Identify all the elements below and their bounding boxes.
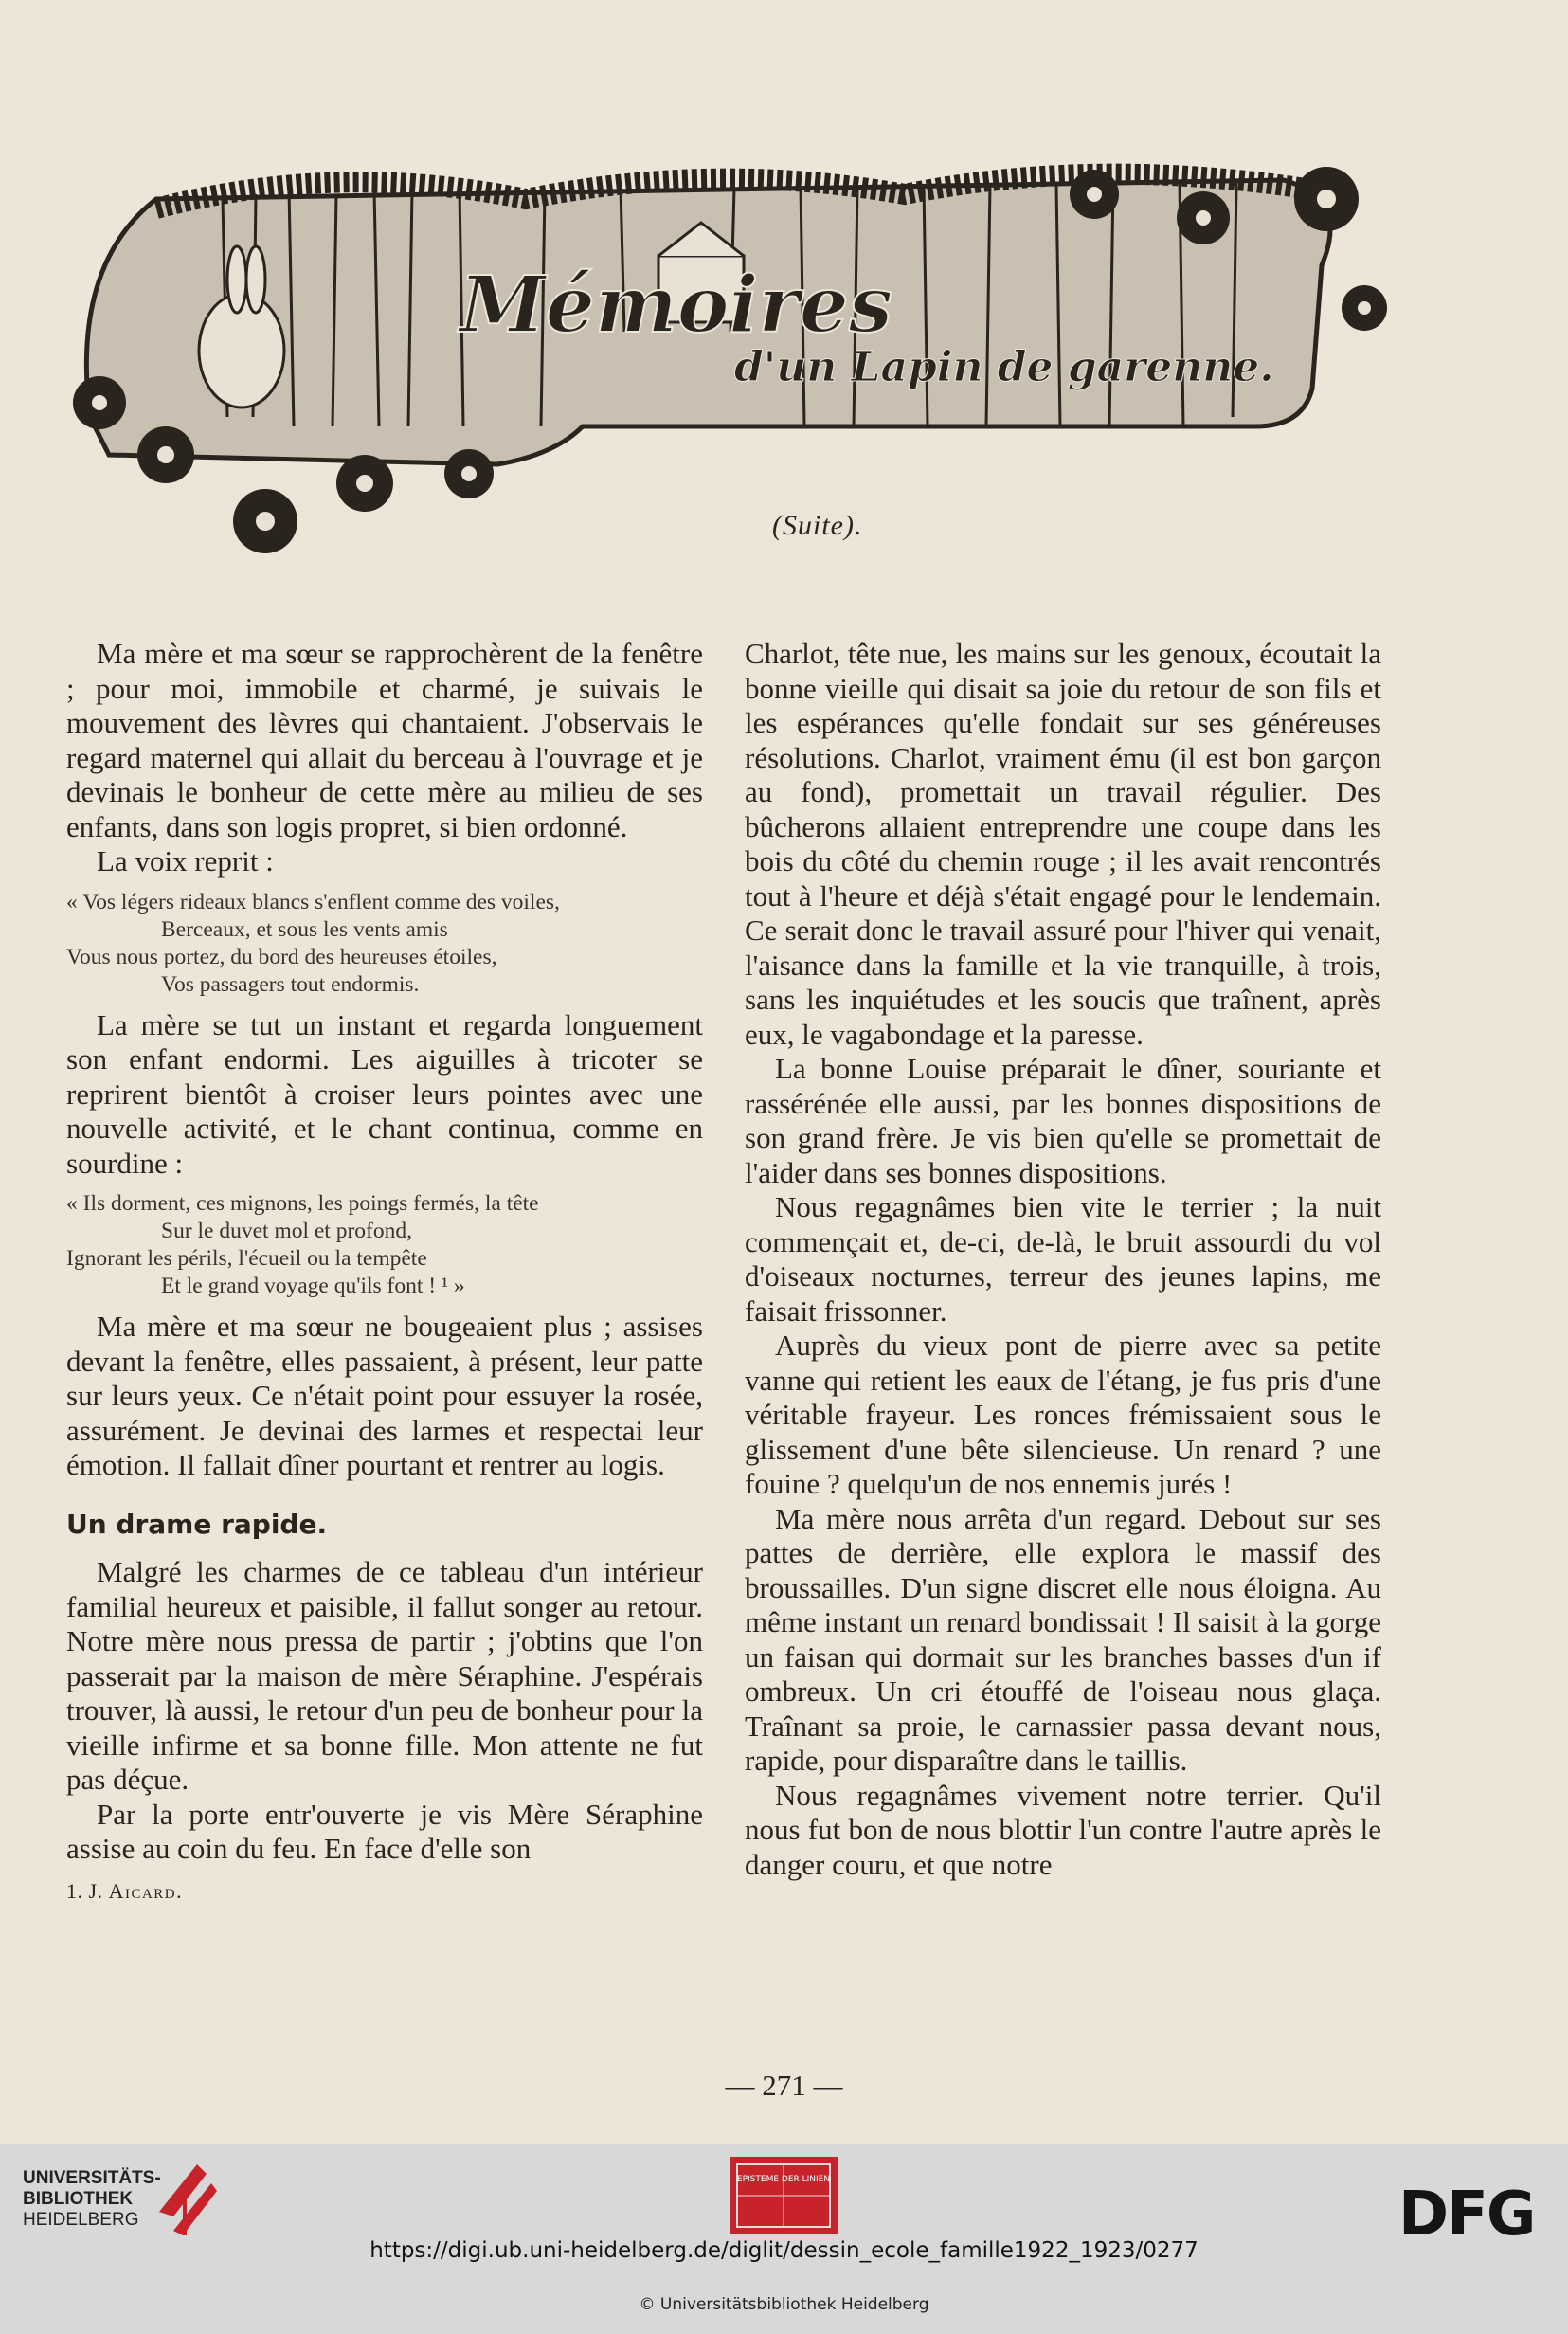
copyright-notice: © Universitätsbibliothek Heidelberg bbox=[639, 2295, 929, 2314]
library-logo[interactable] bbox=[23, 2168, 161, 2231]
paragraph: Charlot, tête nue, les mains sur les genoux, écoutait la bonne vieille qui disait sa joie du retour de son fils et les espérances qu'elle fondait sur ses généreuses résolutions. Charlot, vraiment ému (il est bon garçon au fond), promettait un travail régulier. Des bûcherons allaient entreprendre une coupe dans les bois du côté du chemin rouge ; il les avait rencontrés tout à l'heure et déjà s'était engagé pour le lendemain. Ce serait donc le travail assuré pour l'hiver qui venait, l'aisance dans la famille et la vie tranquille, à trois, sans les inquiétudes et les soucis que traînent, après eux, le vagabondage et la paresse. bbox=[745, 637, 1381, 1051]
poem-line: Sur le duvet mol et profond, bbox=[161, 1219, 412, 1243]
poem-line: Vous nous portez, du bord des heureuses étoiles, bbox=[66, 944, 497, 969]
footnote-number: 1. J. bbox=[66, 1878, 103, 1903]
library-name-line: BIBLIOTHEK bbox=[23, 2189, 134, 2209]
paragraph: La mère se tut un instant et regarda longuement son enfant endormi. Les aiguilles à tricoter se reprirent bientôt à croiser leurs pointes avec une nouvelle activité, et le chant continua, comme en sourdine : bbox=[66, 1007, 703, 1180]
footnote bbox=[66, 1874, 703, 1909]
episteme-logo[interactable] bbox=[730, 2157, 838, 2234]
poem-line: Et le grand voyage qu'ils font ! ¹ » bbox=[161, 1274, 465, 1298]
viewer-footer bbox=[0, 2144, 1568, 2334]
right-column bbox=[745, 637, 1381, 1882]
poem-line: « Ils dorment, ces mignons, les poings fermés, la tête bbox=[66, 1191, 539, 1216]
paragraph: Ma mère et ma sœur se rapprochèrent de la fenêtre ; pour moi, immobile et charmé, je suivais le mouvement des lèvres qui chantaient. J'observais le regard maternel qui allait du berceau à l'ouvrage et je devinais le bonheur de cette mère au milieu de ses enfants, dans son logis propret, si bien ordonné. bbox=[66, 637, 703, 843]
paragraph: La voix reprit : bbox=[97, 844, 274, 878]
paragraph: La bonne Louise préparait le dîner, souriante et rassérénée elle aussi, par les bonnes dispositions de son grand frère. Je vis bien qu'elle se promettait de l'aider dans ses bonnes dispositions. bbox=[745, 1052, 1381, 1189]
poem-line: Ignorant les périls, l'écueil ou la tempête bbox=[66, 1246, 427, 1271]
paragraph: Nous regagnâmes vivement notre terrier. Qu'il nous fut bon de nous blottir l'un contre l'autre après le danger couru, et que notre bbox=[745, 1778, 1381, 1881]
episteme-logo-text: EPISTEME DER LINIEN bbox=[736, 2175, 831, 2184]
paragraph: Malgré les charmes de ce tableau d'un intérieur familial heureux et paisible, il fallut songer au retour. Notre mère nous pressa de partir ; j'obtins que l'on passerait par la maison de mère Séraphine. J'espérais trouver, là aussi, le retour d'un peu de bonheur pour la vieille infirme et sa bonne fille. Mon attente ne fut pas déçue. bbox=[66, 1555, 703, 1796]
poem-line: Vos passagers tout endormis. bbox=[161, 971, 420, 997]
poem-line: « Vos légers rideaux blancs s'enflent comme des voiles, bbox=[66, 889, 560, 914]
library-name-line: UNIVERSITÄTS- bbox=[23, 2168, 161, 2188]
title-memoires: Mémoires bbox=[460, 260, 893, 351]
poem-line: Berceaux, et sous les vents amis bbox=[161, 916, 448, 942]
paragraph: Auprès du vieux pont de pierre avec sa petite vanne qui retient les eaux de l'étang, je fus pris d'une véritable frayeur. Les ronces frémissaient sous le glissement d'une bête silencieuse. Un renard ? une fouine ? quelqu'un de nos ennemis jurés ! bbox=[745, 1329, 1381, 1500]
section-heading: Un drame rapide. bbox=[66, 1508, 328, 1540]
suite-subtitle: (Suite). bbox=[772, 510, 863, 541]
paragraph: Ma mère et ma sœur ne bougeaient plus ; assises devant la fenêtre, elles passaient, à présent, leur patte sur leurs yeux. Ce n'était point pour essuyer la rosée, assurément. Je devinai des larmes et respectai leur émotion. Il fallait dîner pourtant et rentrer au logis. bbox=[66, 1310, 703, 1481]
episteme-logo-icon bbox=[730, 2157, 838, 2234]
library-name-line: HEIDELBERG bbox=[23, 2210, 139, 2230]
page-url-link[interactable]: https://digi.ub.uni-heidelberg.de/diglit/dessin_ecole_famille1922_1923/0277 bbox=[369, 2238, 1199, 2263]
footnote-author: Aicard. bbox=[108, 1878, 184, 1903]
poem-stanza bbox=[66, 1190, 703, 1300]
paragraph: Nous regagnâmes bien vite le terrier ; la nuit commençait et, de-ci, de-là, le bruit assourdi du vol d'oiseaux nocturnes, terreur des jeunes lapins, me faisait frissonner. bbox=[745, 1190, 1381, 1328]
paragraph: Par la porte entr'ouverte je vis Mère Séraphine assise au coin du feu. En face d'elle son bbox=[66, 1797, 703, 1865]
dfg-logo[interactable]: DFG bbox=[1398, 2180, 1535, 2250]
left-column bbox=[66, 637, 703, 1909]
poem-stanza bbox=[66, 889, 703, 999]
header-illustration bbox=[52, 142, 1397, 569]
library-mark-icon bbox=[154, 2155, 221, 2240]
page-number: — 271 — bbox=[725, 2069, 843, 2102]
title-lapin: d'un Lapin de garenne. bbox=[734, 343, 1274, 391]
paragraph: Ma mère nous arrêta d'un regard. Debout sur ses pattes de derrière, elle explora le massif des broussailles. D'un signe discret elle nous éloigna. Au même instant un renard bondissait ! Il saisit à la gorge un faisan qui dormait sur les branches basses d'un if ombreux. Un cri étouffé de l'oiseau nous glaça. Traînant sa proie, le carnassier passa devant nous, rapide, pour disparaître dans le taillis. bbox=[745, 1501, 1381, 1777]
